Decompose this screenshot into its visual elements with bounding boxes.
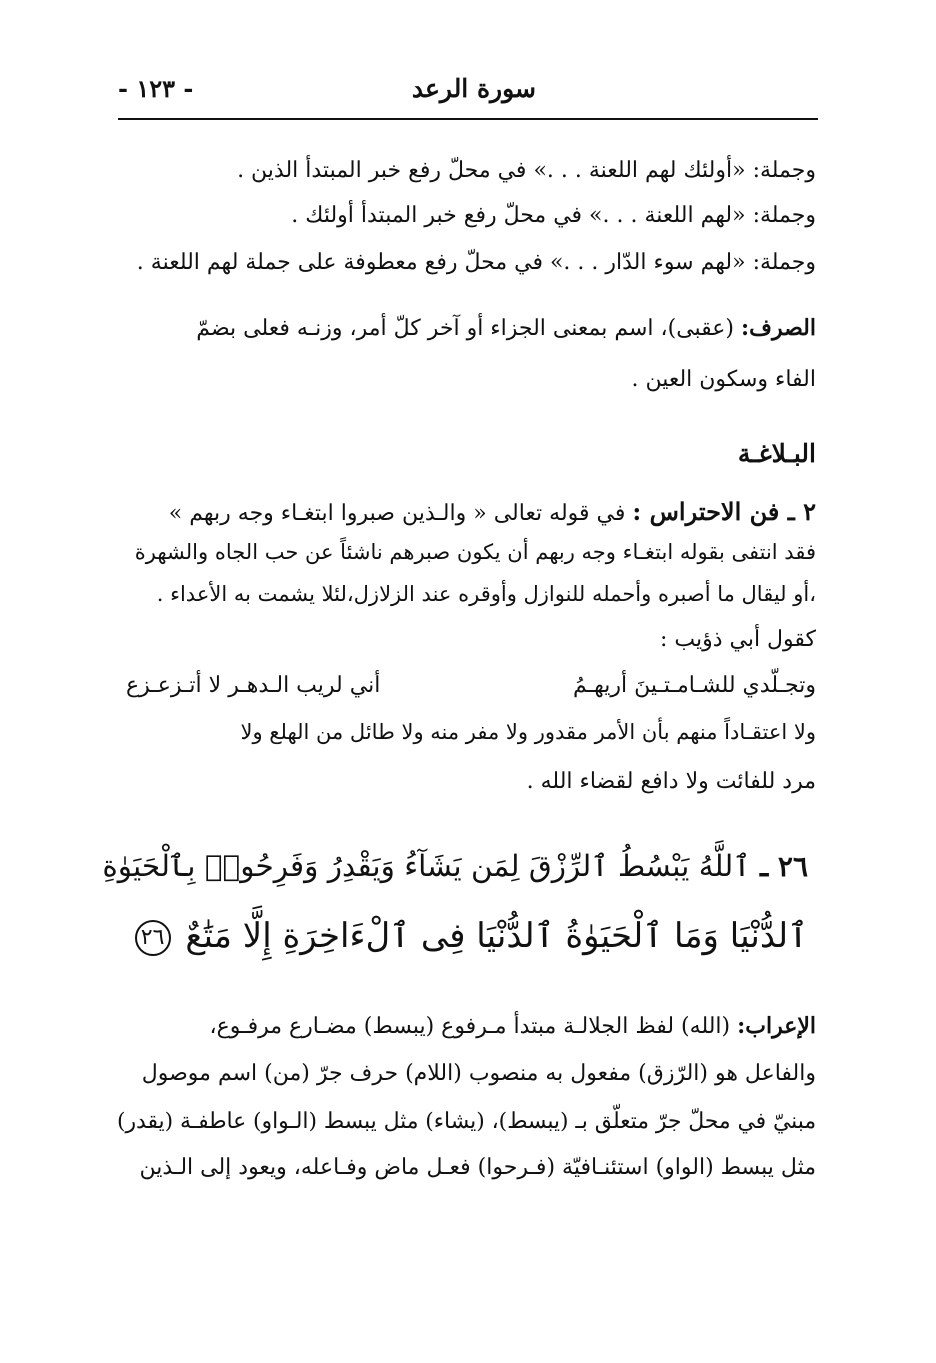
balagha-line: ،أو ليقال ما أصبره وأحمله للنوازل وأوقره عند الزلازل،لئلا يشمت به الأعداء .	[156, 582, 816, 606]
irab-line: مثل يبسط (الواو) استئنـافيّة (فـرحوا) فعـل ماض وفـاعله، ويعود إلى الـذين	[139, 1155, 816, 1180]
poem-first-hemistich: وتجـلّدي للشـامـتـينَ أريهـمُ	[573, 673, 816, 698]
balagha-heading: البـلاغـة	[737, 439, 816, 468]
balagha-line: كقول أبي ذؤيب :	[659, 627, 816, 652]
sentence-label: وجملة:	[752, 203, 816, 228]
irab-line	[210, 1010, 816, 1043]
irab-label: الإعراب:	[737, 1013, 816, 1039]
irab-line: مبنيّ في محلّ جرّ متعلّق بـ (يبسط)، (يشاء) مثل يبسط (الـواو) عاطفـة (يقدر)	[117, 1109, 816, 1134]
sentence-line	[291, 200, 816, 232]
sarf-text: (عقبى)، اسم بمعنى الجزاء أو آخر كلّ أمر، وزنـه فعلى بضمّ	[196, 316, 735, 341]
aya-end-marker: ٢٦	[135, 920, 171, 956]
sentence-text: «لهم سوء الدّار . . .» في محلّ رفع معطوفة على جملة لهم اللعنة .	[136, 250, 746, 275]
balagha-line: مرد للفائت ولا دافع لقضاء الله .	[526, 769, 816, 794]
balagha-item	[169, 496, 816, 530]
page-number: - ١٢٣ -	[118, 74, 194, 103]
sentence-label: وجملة:	[752, 250, 816, 275]
balagha-item-intro: في قوله تعالى « والـذين صبروا ابتغـاء وجه ربهم »	[168, 501, 626, 526]
irab-text: (الله) لفظ الجلالـة مبتدأ مـرفوع (يبسط) مضـارع مرفـوع،	[209, 1014, 731, 1039]
surah-title: سورة الرعد	[411, 74, 536, 103]
irab-line: والفاعل هو (الرّزق) مفعول به منصوب (اللام) حرف جرّ (من) اسم موصول	[141, 1061, 816, 1086]
balagha-line: ولا اعتقـاداً منهم بأن الأمر مقدور ولا مفر منه ولا طائل من الهلع ولا	[240, 720, 816, 744]
verse-text: ٱللَّهُ يَبْسُطُ ٱلرِّزْقَ لِمَن يَشَآءُ وَيَقْدِرُ وَفَرِحُوا۟ بِٱلْحَيَوٰةِ	[102, 849, 751, 883]
page-header	[118, 70, 818, 110]
verse-line	[102, 842, 808, 891]
sarf-line	[196, 312, 816, 345]
sentence-line	[237, 155, 816, 187]
verse-number: ٢٦ ـ	[759, 850, 808, 883]
sentence-label: وجملة:	[752, 158, 816, 183]
sarf-line: الفاء وسكون العين .	[631, 367, 816, 392]
poem-second-hemistich: أني لريب الـدهـر لا أتـزعـزع	[126, 673, 381, 698]
verse-line	[135, 912, 808, 960]
sarf-label: الصرف:	[741, 315, 816, 341]
verse-text: ٱلدُّنْيَا وَمَا ٱلْحَيَوٰةُ ٱلدُّنْيَا فِى ٱلْءَاخِرَةِ إِلَّا مَتَٰعٌ	[185, 916, 808, 956]
sentence-text: «أولئك لهم اللعنة . . .» في محلّ رفع خبر المبتدأ الذين .	[237, 158, 746, 183]
balagha-line: فقد انتفى بقوله ابتغـاء وجه ربهم أن يكون صبرهم ناشئاً عن حب الجاه والشهرة	[134, 540, 816, 564]
balagha-item-label: ٢ ـ فن الاحتراس :	[632, 497, 816, 526]
sentence-line	[137, 247, 816, 279]
sentence-text: «لهم اللعنة . . .» في محلّ رفع خبر المبتدأ أولئك .	[291, 203, 746, 228]
header-divider	[118, 118, 818, 120]
